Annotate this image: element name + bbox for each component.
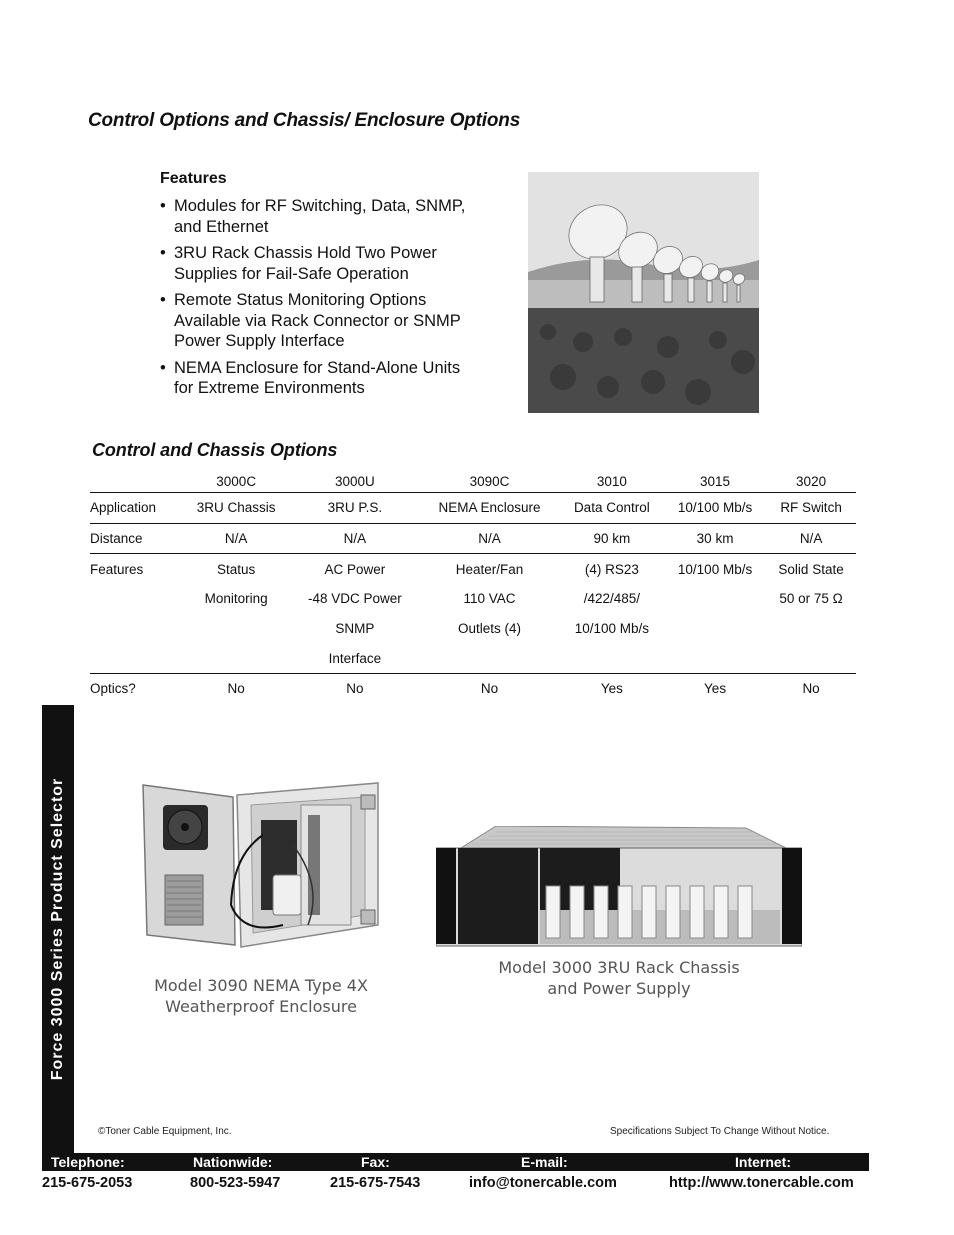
features-list	[160, 196, 480, 405]
column-header: 3015	[664, 470, 766, 493]
caption-line: Model 3000 3RU Rack Chassis	[498, 958, 740, 977]
table-cell: Status	[217, 561, 256, 577]
feature-item: • 3RU Rack Chassis Hold Two Power Supplies for Fail-Safe Operation	[160, 243, 480, 284]
contact-label-telephone: Telephone:	[51, 1154, 125, 1170]
row-label: Features	[90, 561, 144, 577]
nema-enclosure-photo	[133, 775, 391, 960]
rack-chassis-illustration	[436, 826, 802, 948]
table-header-row	[90, 470, 856, 493]
table-cell: N/A	[419, 523, 559, 554]
row-label: Distance	[90, 523, 182, 554]
caption-line: Weatherproof Enclosure	[165, 997, 357, 1016]
nema-enclosure-illustration	[133, 775, 391, 960]
contact-label-fax: Fax:	[361, 1154, 390, 1170]
table-cell: 3RU P.S.	[290, 493, 419, 524]
table-cell: No	[480, 681, 499, 697]
contact-nationwide[interactable]: 800-523-5947	[190, 1175, 281, 1191]
table-cell: 3RU Chassis	[182, 493, 290, 524]
options-table	[90, 470, 856, 704]
table-title: Control and Chassis Options	[92, 440, 338, 460]
table-cell: RF Switch	[766, 493, 856, 524]
table-header-blank	[90, 470, 182, 493]
disclaimer-notice: Specifications Subject To Change Without Notice.	[610, 1126, 830, 1137]
table-row-application	[90, 493, 856, 524]
table-cell: 10/100 Mb/s	[677, 561, 753, 577]
table-row-features-cont	[90, 584, 856, 614]
column-header: 3000U	[290, 470, 419, 493]
table-cell	[664, 614, 766, 644]
contact-label-internet: Internet:	[735, 1154, 791, 1170]
table-row-features-cont	[90, 643, 856, 673]
sidebar-label: Force 3000 Series Product Selector	[49, 777, 66, 1081]
row-label: Optics?	[90, 681, 136, 697]
sidebar-banner	[42, 705, 74, 1153]
feature-item: • Remote Status Monitoring Options Available via Rack Connector or SNMP Power Supply Interface	[160, 290, 480, 352]
caption-line: and Power Supply	[547, 979, 691, 998]
feature-item: • NEMA Enclosure for Stand-Alone Units for Extreme Environments	[160, 358, 480, 399]
table-cell: No	[227, 681, 245, 697]
contact-email-link[interactable]: info@tonercable.com	[469, 1175, 617, 1191]
table-cell	[664, 584, 766, 614]
table-cell: N/A	[182, 523, 290, 554]
table-cell: SNMP	[335, 621, 375, 637]
contact-label-email: E-mail:	[521, 1154, 568, 1170]
contact-header-bar	[42, 1153, 869, 1171]
table-row-optics	[90, 674, 856, 704]
column-header: 3010	[560, 470, 664, 493]
table-cell	[664, 643, 766, 673]
table-cell: (4) RS23	[584, 561, 639, 577]
rack-chassis-photo	[436, 826, 802, 948]
features-heading: Features	[160, 170, 227, 187]
table-cell: 90 km	[560, 523, 664, 554]
column-header: 3000C	[182, 470, 290, 493]
table-cell: N/A	[290, 523, 419, 554]
table-cell	[766, 614, 856, 644]
table-cell: 10/100 Mb/s	[664, 493, 766, 524]
table-cell	[419, 643, 559, 673]
radio-telescope-photo	[528, 172, 759, 413]
table-cell	[560, 643, 664, 673]
table-cell: No	[802, 681, 820, 697]
table-cell: Interface	[290, 643, 419, 673]
row-label: Application	[90, 493, 182, 524]
copyright-notice: ©Toner Cable Equipment, Inc.	[98, 1126, 232, 1137]
table-row-features	[90, 554, 856, 584]
column-header: 3090C	[419, 470, 559, 493]
table-cell: Monitoring	[204, 591, 268, 607]
radio-telescope-illustration	[528, 172, 759, 413]
contact-fax[interactable]: 215-675-7543	[330, 1175, 421, 1191]
table-cell: -48 VDC Power	[307, 591, 402, 607]
column-header: 3020	[766, 470, 856, 493]
table-row-features-cont	[90, 614, 856, 644]
table-cell	[182, 643, 290, 673]
row-label-blank	[90, 584, 182, 614]
row-label-blank	[90, 643, 182, 673]
table-cell: 50 or 75 Ω	[779, 591, 843, 607]
enclosure-caption	[130, 975, 392, 1017]
table-cell: Outlets (4)	[458, 621, 522, 637]
contact-telephone[interactable]: 215-675-2053	[42, 1175, 133, 1191]
table-cell: N/A	[766, 523, 856, 554]
contact-label-nationwide: Nationwide:	[193, 1154, 273, 1170]
contact-website-link[interactable]: http://www.tonercable.com	[669, 1175, 854, 1191]
table-cell	[766, 643, 856, 673]
table-cell: Heater/Fan	[455, 561, 524, 577]
table-cell: 30 km	[664, 523, 766, 554]
table-cell: Yes	[704, 681, 727, 697]
table-cell: /422/485/	[583, 591, 640, 607]
table-row-distance	[90, 523, 856, 554]
table-cell: 10/100 Mb/s	[574, 621, 649, 637]
table-cell: Data Control	[560, 493, 664, 524]
table-cell: Solid State	[778, 561, 844, 577]
table-cell: 110 VAC	[463, 591, 516, 607]
table-cell	[182, 614, 290, 644]
table-cell: Yes	[600, 681, 623, 697]
row-label-blank	[90, 614, 182, 644]
feature-item: • Modules for RF Switching, Data, SNMP, and Ethernet	[160, 196, 480, 237]
table-cell: AC Power	[324, 561, 386, 577]
chassis-caption	[470, 957, 768, 999]
page-title: Control Options and Chassis/ Enclosure Options	[88, 110, 521, 131]
table-cell: NEMA Enclosure	[419, 493, 559, 524]
table-cell: No	[346, 681, 364, 697]
caption-line: Model 3090 NEMA Type 4X	[154, 976, 368, 995]
